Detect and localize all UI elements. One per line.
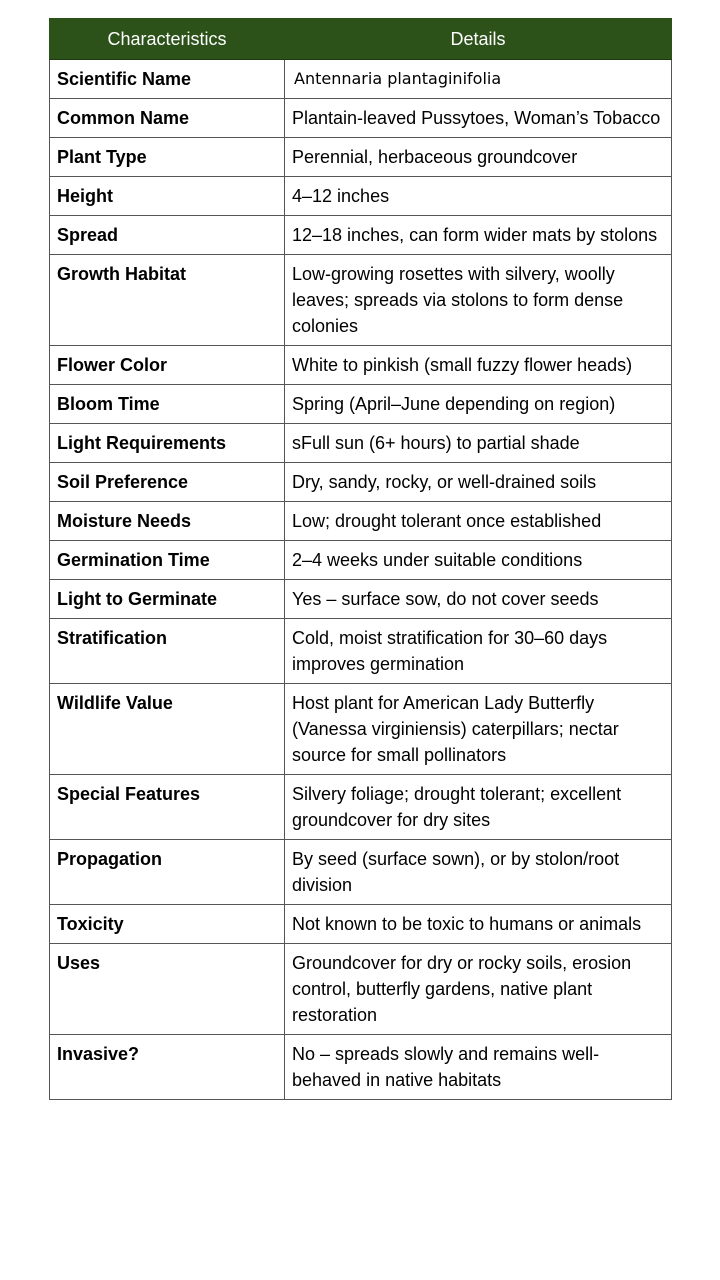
row-label: Plant Type	[50, 138, 285, 177]
characteristics-table	[49, 18, 672, 1100]
row-label: Bloom Time	[50, 385, 285, 424]
row-value: No – spreads slowly and remains well-behaved in native habitats	[285, 1035, 672, 1100]
row-value: Perennial, herbaceous groundcover	[285, 138, 672, 177]
row-value: Not known to be toxic to humans or animals	[285, 905, 672, 944]
row-label: Propagation	[50, 840, 285, 905]
row-value: Spring (April–June depending on region)	[285, 385, 672, 424]
row-value: sFull sun (6+ hours) to partial shade	[285, 424, 672, 463]
row-label: Toxicity	[50, 905, 285, 944]
row-value: Dry, sandy, rocky, or well-drained soils	[285, 463, 672, 502]
row-value: 2–4 weeks under suitable conditions	[285, 541, 672, 580]
table-row	[50, 619, 672, 684]
row-label: Invasive?	[50, 1035, 285, 1100]
table-row	[50, 216, 672, 255]
table-row	[50, 502, 672, 541]
table-row	[50, 463, 672, 502]
row-label: Light to Germinate	[50, 580, 285, 619]
table-row	[50, 580, 672, 619]
row-label: Common Name	[50, 99, 285, 138]
table-header-row	[50, 19, 672, 60]
table-row	[50, 424, 672, 463]
table-row	[50, 138, 672, 177]
table-row	[50, 905, 672, 944]
header-characteristics: Characteristics	[50, 19, 285, 60]
row-label: Light Requirements	[50, 424, 285, 463]
table-row	[50, 99, 672, 138]
row-value: Low-growing rosettes with silvery, woolly leaves; spreads via stolons to form dense colonies	[285, 255, 672, 346]
row-label: Soil Preference	[50, 463, 285, 502]
row-value: Plantain-leaved Pussytoes, Woman’s Tobacco	[285, 99, 672, 138]
row-value: Yes – surface sow, do not cover seeds	[285, 580, 672, 619]
table-row	[50, 944, 672, 1035]
row-label: Scientific Name	[50, 60, 285, 99]
row-label: Germination Time	[50, 541, 285, 580]
row-value: Silvery foliage; drought tolerant; excellent groundcover for dry sites	[285, 775, 672, 840]
row-value: White to pinkish (small fuzzy flower heads)	[285, 346, 672, 385]
row-value: Antennaria plantaginifolia	[285, 60, 672, 99]
table-row	[50, 60, 672, 99]
row-value: Groundcover for dry or rocky soils, erosion control, butterfly gardens, native plant restoration	[285, 944, 672, 1035]
header-details: Details	[285, 19, 672, 60]
row-value: By seed (surface sown), or by stolon/root division	[285, 840, 672, 905]
row-value: Cold, moist stratification for 30–60 days improves germination	[285, 619, 672, 684]
table-row	[50, 541, 672, 580]
table-row	[50, 346, 672, 385]
row-label: Moisture Needs	[50, 502, 285, 541]
table-row	[50, 385, 672, 424]
row-value: Low; drought tolerant once established	[285, 502, 672, 541]
row-label: Growth Habitat	[50, 255, 285, 346]
row-label: Uses	[50, 944, 285, 1035]
table-row	[50, 684, 672, 775]
row-label: Special Features	[50, 775, 285, 840]
row-label: Wildlife Value	[50, 684, 285, 775]
row-value: 4–12 inches	[285, 177, 672, 216]
row-label: Stratification	[50, 619, 285, 684]
table-row	[50, 775, 672, 840]
plant-info-sheet	[49, 18, 671, 1100]
table-row	[50, 255, 672, 346]
row-label: Spread	[50, 216, 285, 255]
row-value: Host plant for American Lady Butterfly (Vanessa virginiensis) caterpillars; nectar source for small pollinators	[285, 684, 672, 775]
row-label: Height	[50, 177, 285, 216]
table-row	[50, 177, 672, 216]
row-value: 12–18 inches, can form wider mats by stolons	[285, 216, 672, 255]
table-row	[50, 1035, 672, 1100]
table-row	[50, 840, 672, 905]
row-label: Flower Color	[50, 346, 285, 385]
